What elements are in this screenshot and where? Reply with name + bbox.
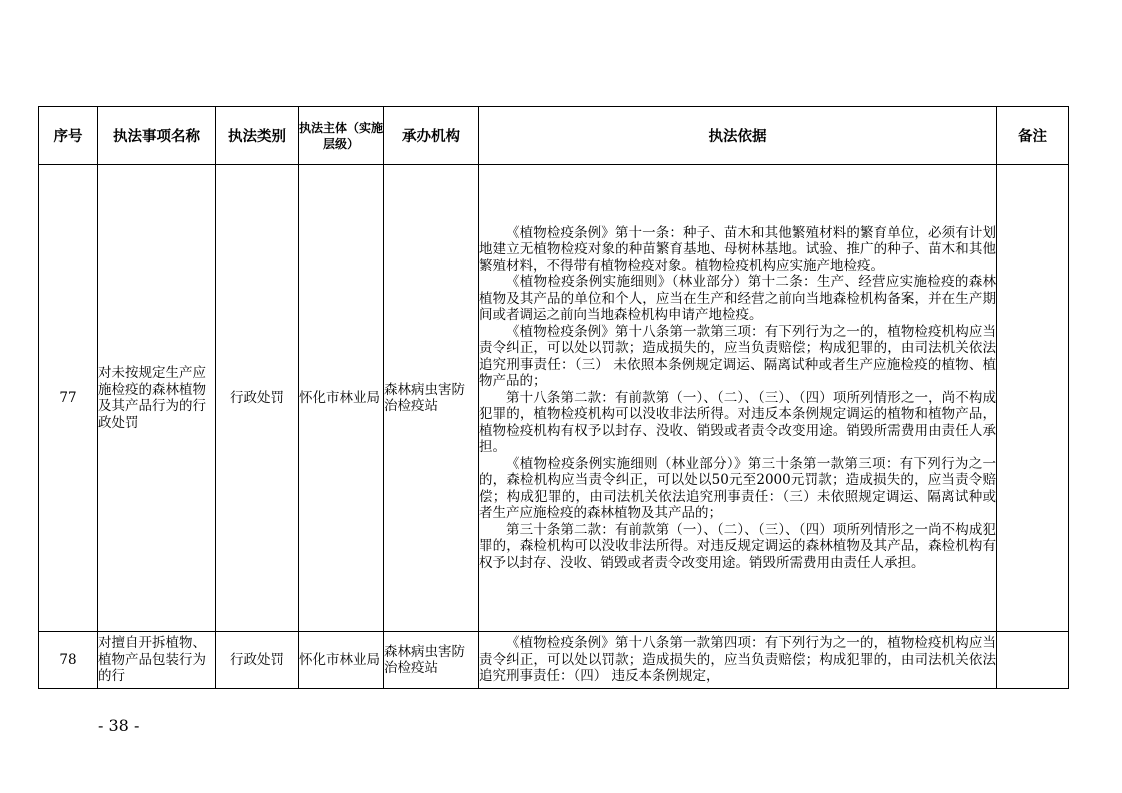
table-row — [39, 165, 1069, 632]
header-subject: 执法主体（实施层级） — [299, 107, 384, 165]
enforcement-table — [38, 106, 1069, 689]
row-subject: 怀化市林业局 — [299, 165, 384, 632]
row-basis — [479, 165, 997, 632]
header-seq: 序号 — [39, 107, 98, 165]
basis-paragraph: 《植物检疫条例实施细则》（林业部分）第十二条：生产、经营应实施检疫的森林植物及其产品的单位和个人，应当在生产和经营之前向当地森检机构备案，并在生产期间或者调运之前向当地森检机构申请产地检疫。 — [479, 274, 996, 324]
row-category: 行政处罚 — [216, 632, 299, 689]
row-remarks — [997, 632, 1069, 689]
row-item-name: 对未按规定生产应施检疫的森林植物及其产品行为的行政处罚 — [98, 165, 216, 632]
header-remarks: 备注 — [997, 107, 1069, 165]
page-number: - 38 - — [98, 716, 140, 735]
row-item-name: 对擅自开拆植物、植物产品包装行为的行 — [98, 632, 216, 689]
row-org: 森林病虫害防治检疫站 — [384, 632, 479, 689]
header-org: 承办机构 — [384, 107, 479, 165]
row-subject: 怀化市林业局 — [299, 632, 384, 689]
row-basis — [479, 632, 997, 689]
basis-paragraph: 《植物检疫条例》第十八条第一款第三项：有下列行为之一的，植物检疫机构应当责令纠正，可以处以罚款；造成损失的，应当负责赔偿；构成犯罪的，由司法机关依法追究刑事责任：（三） 未依照本条例规定调运、隔离试种或者生产应施检疫的植物、植物产品的； — [479, 323, 996, 390]
row-seq: 78 — [39, 632, 98, 689]
basis-paragraph: 第三十条第二款：有前款第（一）、（二）、（三）、（四）项所列情形之一尚不构成犯罪的，森检机构可以没收非法所得。对违反规定调运的森林植物及其产品，森检机构有权予以封存、没收、销毁或者责令改变用途。销毁所需费用由责任人承担。 — [479, 521, 996, 571]
basis-paragraph: 《植物检疫条例实施细则（林业部分）》第三十条第一款第三项：有下列行为之一的，森检机构应当责令纠正，可以处以50元至2000元罚款；造成损失的，应当责令赔偿；构成犯罪的，由司法机关依法追究刑事责任：（三）未依照规定调运、隔离试种或者生产应施检疫的森林植物及其产品的； — [479, 455, 996, 522]
basis-paragraph: 《植物检疫条例》第十八条第一款第四项：有下列行为之一的，植物检疫机构应当责令纠正，可以处以罚款；造成损失的，应当负责赔偿；构成犯罪的，由司法机关依法追究刑事责任：（四） 违反本条例规定， — [479, 635, 996, 685]
table-row — [39, 632, 1069, 689]
header-category: 执法类别 — [216, 107, 299, 165]
header-basis: 执法依据 — [479, 107, 997, 165]
basis-paragraph: 第十八条第二款：有前款第（一）、（二）、（三）、（四）项所列情形之一，尚不构成犯罪的，植物检疫机构可以没收非法所得。对违反本条例规定调运的植物和植物产品，植物检疫机构有权予以封存、没收、销毁或者责令改变用途。销毁所需费用由责任人承担。 — [479, 389, 996, 456]
row-category: 行政处罚 — [216, 165, 299, 632]
row-remarks — [997, 165, 1069, 632]
table-header-row — [39, 107, 1069, 165]
basis-paragraph: 《植物检疫条例》第十一条：种子、苗木和其他繁殖材料的繁育单位，必须有计划地建立无植物检疫对象的种苗繁育基地、母树林基地。试验、推广的种子、苗木和其他繁殖材料，不得带有植物检疫对象。植物检疫机构应实施产地检疫。 — [479, 224, 996, 274]
header-name: 执法事项名称 — [98, 107, 216, 165]
row-seq: 77 — [39, 165, 98, 632]
row-org: 森林病虫害防治检疫站 — [384, 165, 479, 632]
